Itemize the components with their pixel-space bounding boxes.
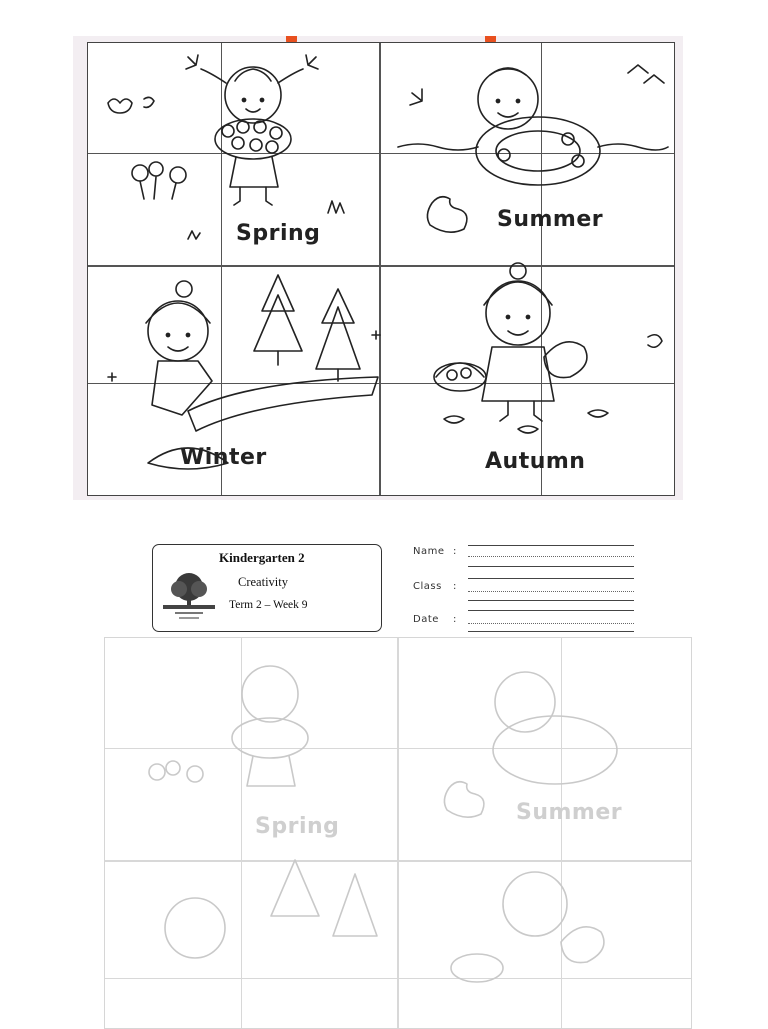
season-illustrations [88, 43, 674, 495]
date-field[interactable] [468, 623, 634, 624]
name-label: Name [413, 546, 445, 557]
date-label: Date [413, 614, 439, 625]
class-title: Kindergarten 2 [219, 550, 305, 565]
worksheet-header [152, 544, 382, 632]
spring-label: Spring [236, 221, 321, 246]
faded-illustrations [105, 638, 691, 1028]
faded-summer-label: Summer [516, 800, 623, 825]
name-field[interactable] [468, 556, 634, 557]
subject-name: Creativity [238, 575, 288, 589]
class-field-underline [468, 600, 634, 601]
name-field-underline [468, 545, 634, 546]
spring-girl-icon [108, 55, 344, 239]
summer-label: Summer [497, 207, 604, 232]
class-field-underline [468, 610, 634, 611]
date-field-underline [468, 631, 634, 632]
date-colon: : [453, 614, 457, 625]
winter-label: Winter [180, 445, 267, 470]
term-week: Term 2 – Week 9 [229, 599, 308, 611]
class-colon: : [453, 581, 457, 592]
class-field-underline [468, 578, 634, 579]
class-field[interactable] [468, 591, 634, 592]
name-colon: : [453, 546, 457, 557]
season-puzzle-sheet [73, 36, 683, 500]
autumn-kid-icon [434, 263, 662, 433]
faded-spring-label: Spring [255, 814, 340, 839]
school-tree-logo-icon [161, 567, 217, 623]
name-field-underline [468, 566, 634, 567]
class-label: Class [413, 581, 442, 592]
winter-kid-icon [108, 275, 380, 469]
faded-puzzle-copy [104, 637, 692, 1029]
autumn-label: Autumn [485, 449, 586, 474]
puzzle-grid [87, 42, 675, 496]
